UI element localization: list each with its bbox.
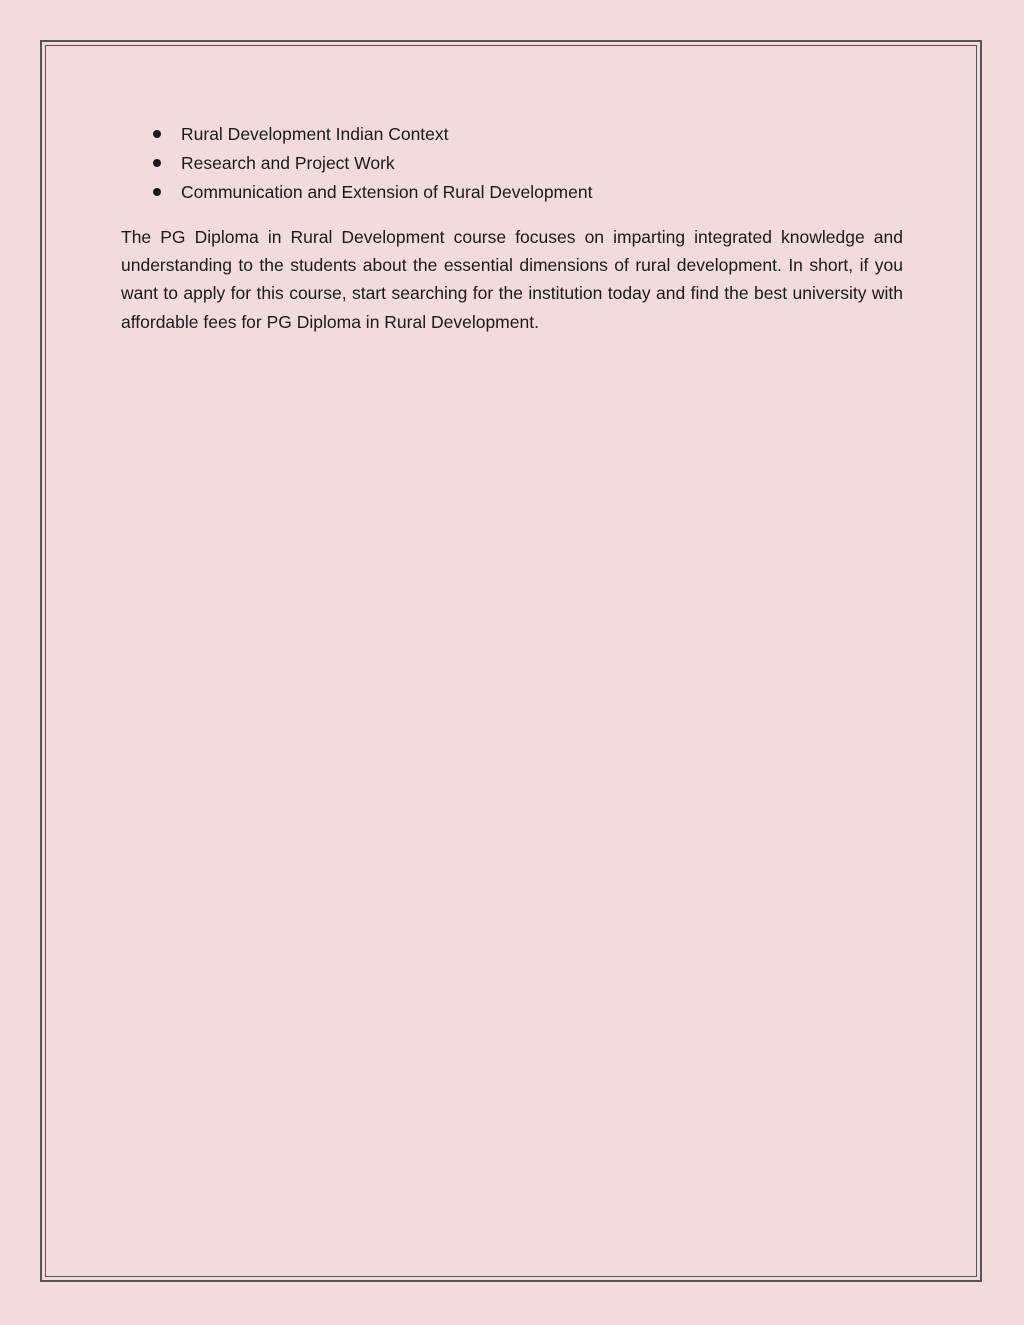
bullet-list [121, 120, 903, 207]
list-item [121, 120, 903, 149]
bullet-icon [153, 159, 161, 167]
list-item-text: Research and Project Work [181, 153, 395, 173]
bullet-icon [153, 188, 161, 196]
list-item [121, 149, 903, 178]
list-item-text: Rural Development Indian Context [181, 124, 449, 144]
list-item [121, 178, 903, 207]
document-content [121, 120, 903, 336]
list-item-text: Communication and Extension of Rural Development [181, 182, 593, 202]
bullet-icon [153, 130, 161, 138]
body-paragraph: The PG Diploma in Rural Development course focuses on imparting integrated knowledge and understanding to the students about the essential dimensions of rural development. In short, if you want to apply for this course, start searching for the institution today and find the best university with affordable fees for PG Diploma in Rural Development. [121, 227, 903, 332]
